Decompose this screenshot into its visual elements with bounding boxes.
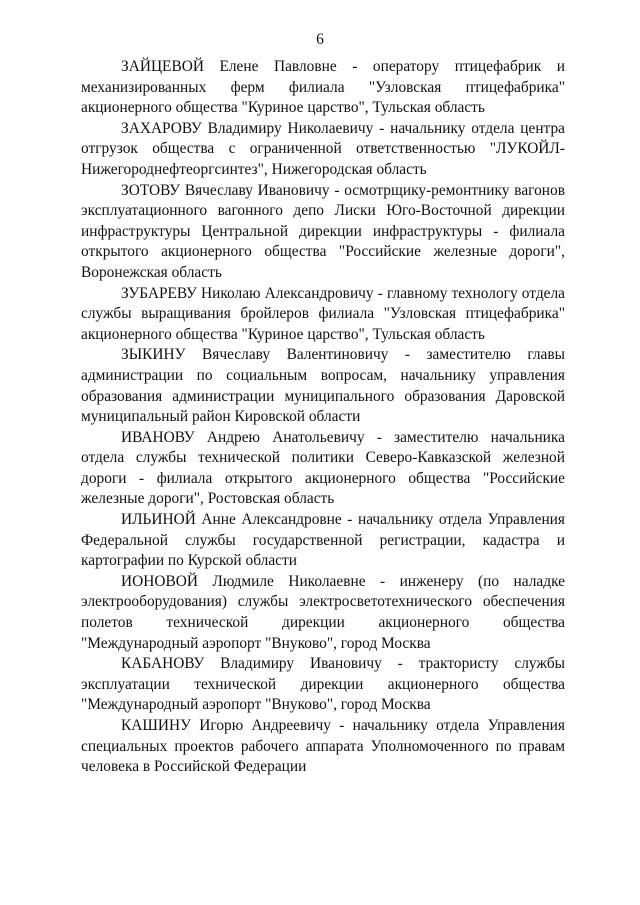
award-entry: ЗОТОВУ Вячеславу Ивановичу - осмотрщику-ремонтнику вагонов эксплуатационного вагонного депо Лиски Юго-Восточной дирекции инфраструктуры Центральной дирекции инфраструктуры - филиала открытого акционерного общества "Российские железные дороги", Воронежская область — [81, 181, 565, 281]
award-entry: КАШИНУ Игорю Андреевичу - начальнику отдела Управления специальных проектов рабочего аппарата Уполномоченного по правам человека в Российской Федерации — [81, 717, 565, 776]
award-entry: ЗЫКИНУ Вячеславу Валентиновичу - заместителю главы администрации по социальным вопросам, начальнику управления образования администрации муниципального образования Даровской муниципальный район Кировской области — [81, 346, 565, 426]
award-entry: ИЛЬИНОЙ Анне Александровне - начальнику отдела Управления Федеральной службы государственной регистрации, кадастра и картографии по Курской области — [81, 511, 565, 570]
award-entry: ЗУБАРЕВУ Николаю Александровичу - главному технологу отдела службы выращивания бройлеров филиала "Узловская птицефабрика" акционерного общества "Куриное царство", Тульская область — [81, 284, 565, 343]
award-entry: ИВАНОВУ Андрею Анатольевичу - заместителю начальника отдела службы технической политики Северо-Кавказской железной дороги - филиала открытого акционерного общества "Российские железные дороги", Ростовская область — [81, 428, 565, 508]
award-entry: ИОНОВОЙ Людмиле Николаевне - инженеру (по наладке электрооборудования) службы электросветотехнического обеспечения полетов технической дирекции акционерного общества "Международный аэропорт "Внуково", город Москва — [81, 572, 565, 652]
award-entry: ЗАХАРОВУ Владимиру Николаевичу - начальнику отдела центра отгрузок общества с ограниченной ответственностью "ЛУКОЙЛ-Нижегороднефтеоргсинтез", Нижегородская область — [81, 119, 565, 178]
page-number: 6 — [316, 31, 324, 48]
award-entry: КАБАНОВУ Владимиру Ивановичу - трактористу службы эксплуатации технической дирекции акционерного общества "Международный аэропорт "Внуково", город Москва — [81, 655, 565, 714]
award-entry: ЗАЙЦЕВОЙ Елене Павловне - оператору птицефабрик и механизированных ферм филиала "Узловская птицефабрика" акционерного общества "Куриное царство", Тульская область — [81, 58, 565, 117]
award-list — [81, 57, 565, 778]
